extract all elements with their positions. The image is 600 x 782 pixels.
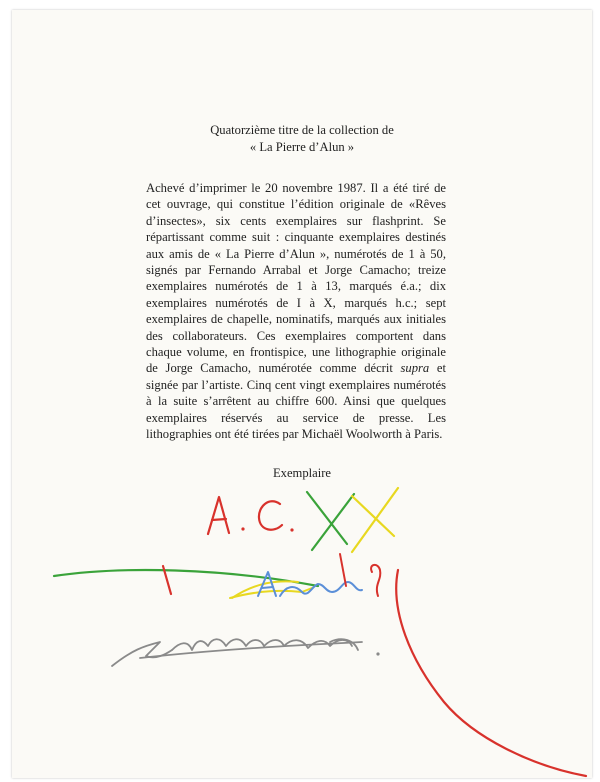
collection-heading-line-1: Quatorzième titre de la collection de bbox=[210, 123, 394, 137]
handwritten-marks bbox=[12, 10, 592, 778]
green-stroke bbox=[54, 566, 318, 594]
exemplaire-mark-xx bbox=[307, 488, 398, 552]
colophon-part-1: Achevé d’imprimer le 20 novembre 1987. Il a été tiré de cet ouvrage, qui constitue l’édition originale de «Rêves d’insectes», six cents exemplaires sur flashprint. Se répartissant comme suit : cinquante exemplaires destinés aux amis de « La Pierre d’Alun », numérotés de 1 à 50, signés par Fernando Arrabal et Jorge Camacho; treize exemplaires numérotés de 1 à 13, marqués é.a.; dix exemplaires numérotés de I à X, marqués h.c.; sept exemplaires de chapelle, nominatifs, marqués aux initiales des collaborateurs. Ces exemplaires comportent dans chaque volume, en frontispice, une lithographie originale de Jorge Camacho, numérotée comme décrit bbox=[146, 181, 446, 376]
exemplaire-label: Exemplaire bbox=[272, 466, 332, 480]
exemplaire-mark-ac bbox=[208, 497, 294, 534]
collection-heading-line-2: « La Pierre d’Alun » bbox=[249, 139, 355, 154]
red-sweep-line bbox=[396, 570, 586, 776]
colophon-part-2: et signée par l’artiste. Cinq cent vingt exemplaires numérotés à la suite s’arrêtent au chiffre 600. Ainsi que quelques exemplaires réservés au service de presse. Les lithographies ont été tirées par Michaël Woolworth à Paris. bbox=[146, 361, 446, 442]
signature-camacho bbox=[112, 639, 380, 666]
colophon-emphasis: supra bbox=[400, 361, 430, 376]
colophon-page bbox=[12, 10, 592, 778]
